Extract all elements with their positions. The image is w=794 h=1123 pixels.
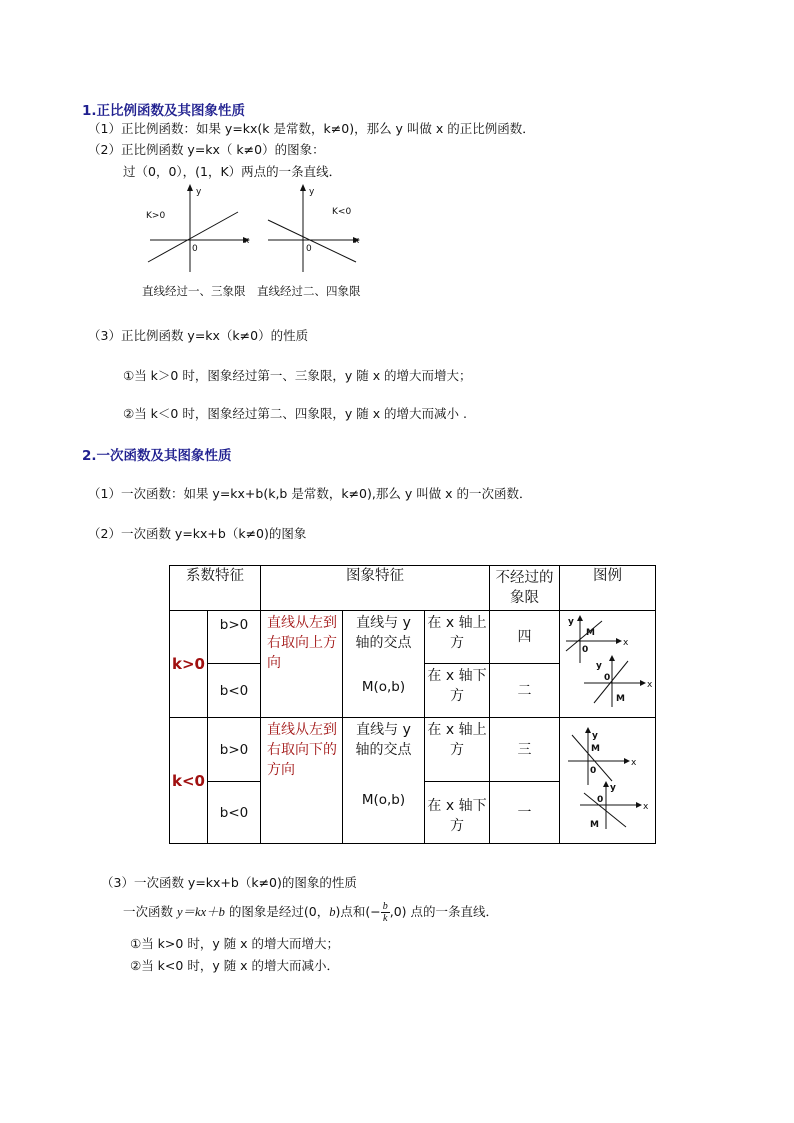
cell-above-2: 在 x 轴上方: [425, 718, 490, 782]
svg-text:x: x: [630, 757, 636, 768]
cell-quadrant-1: 一: [490, 782, 560, 844]
svg-text:0: 0: [596, 794, 603, 805]
svg-text:M: M: [589, 819, 599, 830]
graph-left-k-label: K>0: [146, 211, 166, 221]
section2-formula-line: [123, 901, 498, 924]
svg-text:0: 0: [581, 645, 588, 655]
cell-direction-down: 直线从左到右取向下的方向: [261, 718, 343, 844]
section2-property-2: ②当 k<0 时，y 随 x 的增大而减小．: [130, 958, 340, 973]
intersection-text-1: 直线与 y 轴的交点: [355, 615, 412, 651]
cell-b-negative-1: b<0: [208, 664, 261, 718]
graph-k-positive: [140, 180, 260, 280]
section1-two-points: 过（0，0），(1，K）两点的一条直线．: [123, 164, 342, 179]
header-graph-features: 图象特征: [261, 566, 490, 611]
legend-k-positive-graphs: [562, 611, 654, 711]
header-coefficient: 系数特征: [170, 566, 261, 611]
intersection-text-2: 直线与 y 轴的交点: [355, 722, 412, 758]
formula-end: ,0) 点的一条直线．: [389, 904, 498, 919]
section1-property-2: ②当 k＜0 时，图象经过第二、四象限，y 随 x 的增大而减小 .: [123, 406, 468, 421]
section2-graph-intro: （2）一次函数 y=kx+b（k≠0)的图象: [88, 526, 307, 541]
graph-left-y-label: y: [196, 187, 202, 197]
svg-text:M: M: [590, 743, 600, 754]
graph-right-y-label: y: [309, 187, 315, 197]
point-label-2: M(o,b): [361, 792, 406, 808]
section1-properties-title: （3）正比例函数 y=kx（k≠0）的性质: [88, 328, 309, 343]
svg-text:y: y: [567, 617, 574, 627]
header-not-passing: 不经过的象限: [490, 566, 560, 611]
linear-function-table: [169, 565, 656, 844]
legend-k-positive: [560, 611, 656, 718]
formula-mid: 的图象是经过(0，: [228, 904, 330, 919]
cell-b-positive-2: b>0: [208, 718, 261, 782]
graph-left-origin: 0: [192, 244, 198, 254]
section2-properties-title: （3）一次函数 y=kx+b（k≠0)的图象的性质: [101, 875, 357, 890]
cell-above-1: 在 x 轴上方: [425, 611, 490, 664]
cell-below-2: 在 x 轴下方: [425, 782, 490, 844]
graph-right-caption: 直线经过二、四象限: [257, 284, 361, 298]
graph-right-k-label: K<0: [332, 207, 352, 217]
section2-definition: （1）一次函数：如果 y=kx+b(k,b 是常数，k≠0),那么 y 叫做 x 的一次函数．: [88, 486, 532, 501]
svg-text:0: 0: [603, 673, 610, 683]
cell-b-positive-1: b>0: [208, 611, 261, 664]
cell-k-positive: k>0: [170, 611, 208, 718]
cell-below-1: 在 x 轴下方: [425, 664, 490, 718]
section2-property-1: ①当 k>0 时，y 随 x 的增大而增大；: [130, 936, 340, 951]
formula-mid2: )点和(−: [335, 904, 381, 919]
svg-text:x: x: [646, 680, 652, 690]
section1-property-1: ①当 k＞0 时，图象经过第一、三象限，y 随 x 的增大而增大；: [123, 368, 472, 383]
svg-text:M: M: [615, 694, 625, 704]
cell-quadrant-4: 四: [490, 611, 560, 664]
cell-quadrant-2: 二: [490, 664, 560, 718]
section1-definition: （1）正比例函数：如果 y=kx(k 是常数，k≠0)，那么 y 叫做 x 的正比例函数．: [88, 121, 535, 136]
graph-k-negative: [258, 180, 378, 280]
fraction-denominator: k: [382, 913, 388, 924]
cell-intersection-2: [343, 718, 425, 844]
cell-intersection-1: [343, 611, 425, 718]
svg-text:x: x: [642, 801, 648, 812]
svg-text:0: 0: [589, 765, 596, 776]
svg-text:y: y: [591, 730, 598, 741]
cell-k-negative: k<0: [170, 718, 208, 844]
svg-text:x: x: [622, 638, 628, 648]
section1-heading: 1.正比例函数及其图象性质: [82, 103, 246, 119]
fraction-b-over-k: [381, 901, 390, 924]
fraction-numerator: b: [382, 901, 388, 912]
formula-expression: y＝kx＋b: [177, 905, 225, 919]
svg-text:y: y: [609, 782, 616, 793]
svg-text:y: y: [595, 661, 602, 671]
cell-quadrant-3: 三: [490, 718, 560, 782]
graph-right-origin: 0: [306, 244, 312, 254]
section2-heading: 2.一次函数及其图象性质: [82, 448, 232, 464]
graph-right-x-label: x: [354, 236, 360, 246]
cell-direction-up: 直线从左到右取向上方向: [261, 611, 343, 718]
formula-prefix: 一次函数: [123, 904, 174, 919]
formula-b: b: [329, 905, 336, 919]
legend-k-negative: [560, 718, 656, 844]
graph-left-caption: 直线经过一、三象限: [142, 284, 246, 298]
graph-left-x-label: x: [244, 236, 250, 246]
svg-text:M: M: [585, 628, 595, 638]
legend-k-negative-graphs: [562, 723, 654, 833]
section1-graph-intro: （2）正比例函数 y=kx（ k≠0）的图象：: [88, 142, 325, 157]
cell-b-negative-2: b<0: [208, 782, 261, 844]
header-legend: 图例: [560, 566, 656, 611]
point-label-1: M(o,b): [361, 679, 406, 695]
